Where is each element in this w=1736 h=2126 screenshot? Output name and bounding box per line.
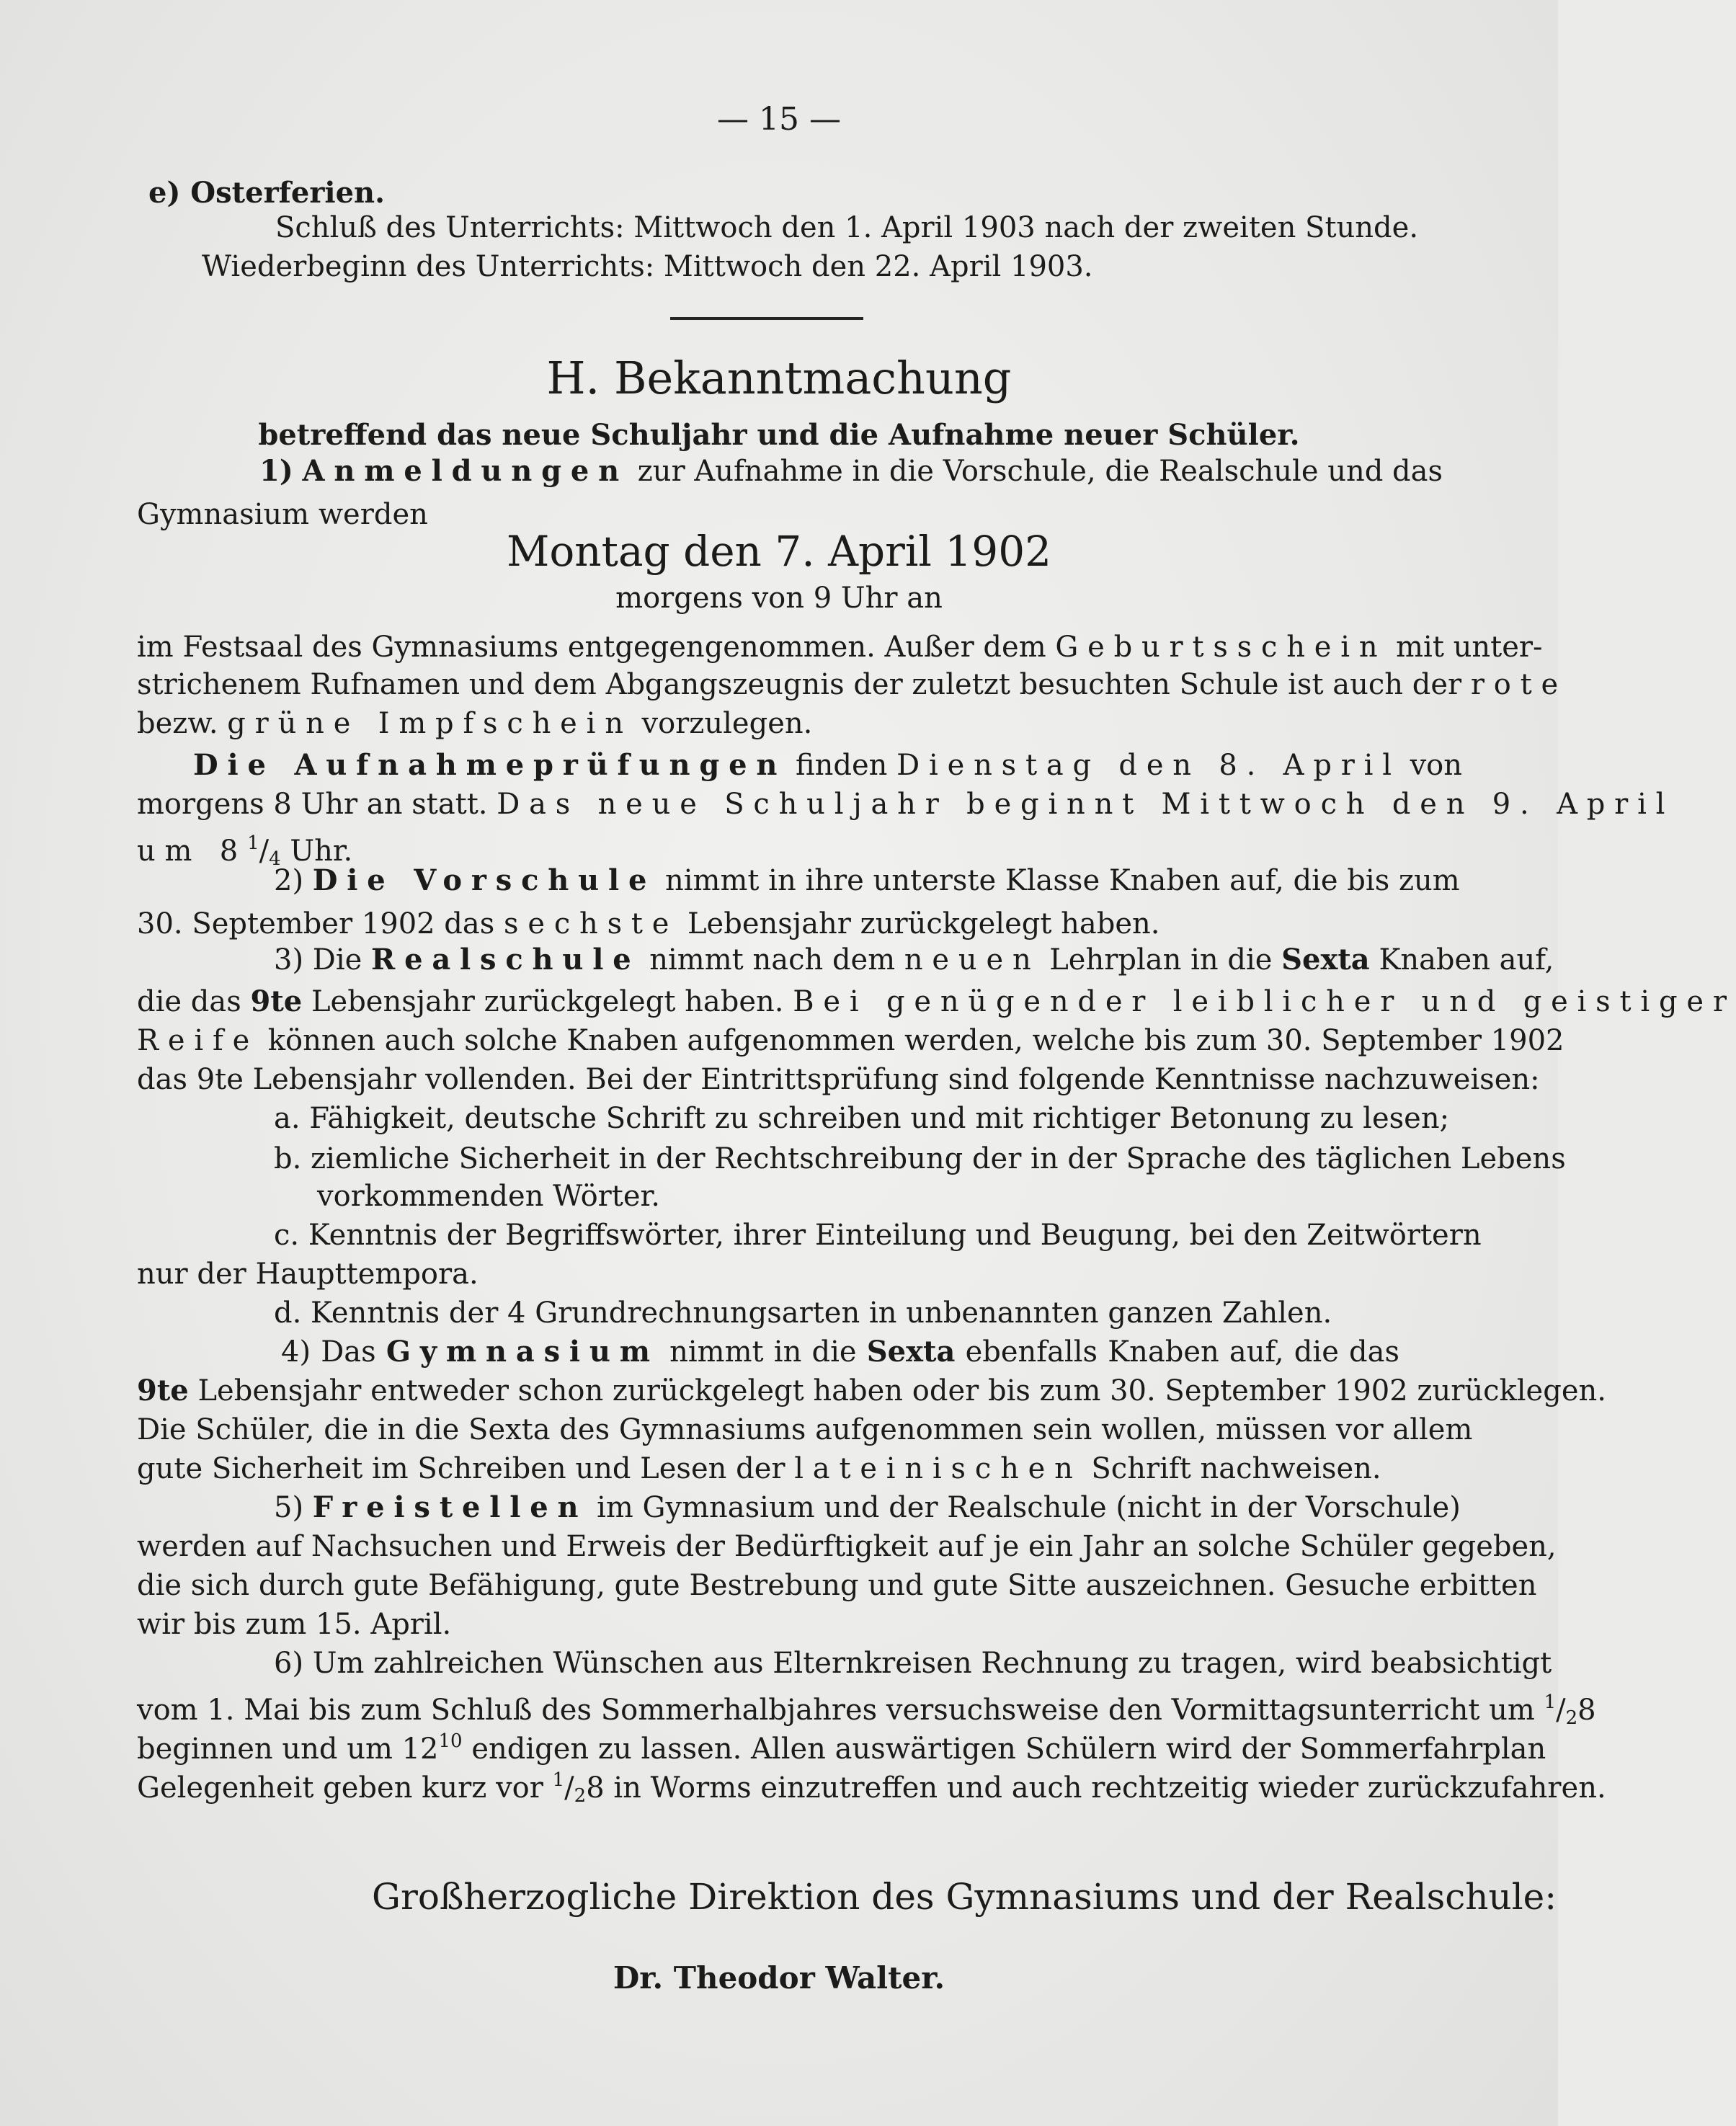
- p2-line-2a: 30. September 1902 das: [137, 907, 495, 940]
- p1-geburtsschein: Geburtsschein: [1055, 631, 1387, 664]
- p1-line-4: [137, 666, 1567, 703]
- p3-item-d: d. Kenntnis der 4 Grundrechnungsarten in unbenannten ganzen Zahlen.: [274, 1296, 1332, 1330]
- p1-line-3a: im Festsaal des Gymnasiums entgegengenommen. Außer dem: [137, 631, 1046, 664]
- osterferien-line-1: Schluß des Unterrichts: Mittwoch den 1. April 1903 nach der zweiten Stunde.: [275, 211, 1419, 244]
- p1-line-5a: bezw.: [137, 707, 218, 740]
- p3-item-a: a. Fähigkeit, deutsche Schrift zu schreiben und mit richtiger Betonung zu lesen;: [274, 1102, 1450, 1135]
- p6-line-2a: vom 1. Mai bis zum Schluß des Sommerhalbjahres versuchsweise den Vormittagsunterricht um: [137, 1694, 1535, 1727]
- signature-institution: Großherzogliche Direktion des Gymnasiums und der Realschule:: [372, 1876, 1557, 1918]
- p4-keyword: Gymnasium: [386, 1335, 659, 1369]
- p1-line-8a: um 8: [137, 835, 248, 868]
- p6-l3-minutes: 10: [438, 1730, 463, 1752]
- p2-keyword: Die Vorschule: [312, 863, 656, 897]
- p1-pruefungen-date: Dienstag den 8. April: [896, 749, 1401, 782]
- p6-l4-fraction-numerator: 1: [552, 1769, 565, 1791]
- p1-date: Montag den 7. April 1902: [506, 527, 1051, 576]
- p4-line-2: [137, 1372, 1606, 1410]
- p3-item-c-2: nur der Haupttempora.: [137, 1258, 478, 1291]
- p4-line-1c: ebenfalls Knaben auf, die das: [965, 1335, 1400, 1369]
- p1-pruefungen-c: von: [1410, 749, 1463, 782]
- p1-line-5: [137, 705, 812, 742]
- p1-line-3c: mit unter-: [1396, 631, 1543, 664]
- p4-line-1a: nimmt in die: [669, 1335, 857, 1369]
- p6-line-3a: beginnen und um 12: [137, 1733, 439, 1766]
- p4-line-4c: Schrift nachweisen.: [1091, 1452, 1381, 1485]
- p6-l2-fraction-numerator: 1: [1544, 1691, 1557, 1713]
- p5-line-1-text: im Gymnasium und der Realschule (nicht in der Vorschule): [597, 1491, 1461, 1524]
- p1-rote: rote: [1470, 668, 1567, 701]
- p3-item-b-2: vorkommenden Wörter.: [317, 1180, 660, 1213]
- p4-line-4: [137, 1450, 1381, 1487]
- p6-l4-fraction-denominator: 2: [574, 1785, 587, 1807]
- p1-number: 1): [259, 454, 293, 488]
- p1-pruefungen-keyword: Die Aufnahmeprüfungen: [193, 748, 787, 782]
- p1-time: morgens von 9 Uhr an: [615, 582, 943, 615]
- p1-line-7: [137, 786, 1675, 823]
- p3-number: 3) Die: [274, 943, 362, 977]
- signature-name: Dr. Theodor Walter.: [613, 1960, 945, 1996]
- p1-pruefungen-a: finden: [795, 749, 888, 782]
- p4-line-1: [281, 1333, 1399, 1371]
- p1-line-4-text: strichenem Rufnamen und dem Abgangszeugnis der zuletzt besuchten Schule ist auch der: [137, 668, 1462, 701]
- p5-line-1: [274, 1489, 1461, 1526]
- p3-line-3b: können auch solche Knaben aufgenommen werden, welche bis zum 30. September 1902: [267, 1024, 1564, 1057]
- p4-line-2b: Lebensjahr entweder schon zurückgelegt haben oder bis zum 30. September 1902 zurücklegen.: [197, 1374, 1606, 1407]
- section-title: H. Bekanntmachung: [546, 352, 1012, 404]
- p6-line-4a: Gelegenheit geben kurz vor: [137, 1771, 543, 1805]
- p1-impfschein: grüne Impfschein: [227, 707, 633, 740]
- p1-line-7a: morgens 8 Uhr an statt.: [137, 788, 488, 821]
- p2-line-2: [137, 905, 1160, 943]
- p5-line-3: die sich durch gute Befähigung, gute Bestrebung und gute Sitte auszeichnen. Gesuche erbitten: [137, 1569, 1537, 1602]
- p3-item-c-1: c. Kenntnis der Begriffswörter, ihrer Einteilung und Beugung, bei den Zeitwörtern: [274, 1219, 1482, 1252]
- p2-line-1-text: nimmt in ihre unterste Klasse Knaben auf, die bis zum: [664, 864, 1460, 897]
- p2-line-2c: Lebensjahr zurückgelegt haben.: [687, 907, 1160, 940]
- osterferien-heading: e) Osterferien.: [148, 176, 386, 210]
- p4-number: 4) Das: [281, 1335, 376, 1369]
- p1-keyword: Anmeldungen: [302, 454, 629, 488]
- p4-sexta: Sexta: [866, 1335, 956, 1369]
- p5-line-2: werden auf Nachsuchen und Erweis der Bedürftigkeit auf je ein Jahr an solche Schüler gegeben,: [137, 1530, 1557, 1563]
- p3-item-b-1: b. ziemliche Sicherheit in der Rechtschreibung der in der Sprache des täglichen Lebens: [274, 1142, 1566, 1175]
- p2-sechste: sechste: [504, 907, 679, 940]
- p6-line-3b: endigen zu lassen. Allen auswärtigen Schülern wird der Sommerfahrplan: [471, 1733, 1546, 1766]
- p3-line-4: das 9te Lebensjahr vollenden. Bei der Eintrittsprüfung sind folgende Kenntnisse nachzuweisen:: [137, 1063, 1540, 1096]
- p6-line-4: Gelegenheit geben kurz vor $^1/_28$ in Worms einzutreffen und auch rechtzeitig wieder zurückzufahren.: [137, 1769, 1606, 1807]
- p1-fraction-numerator: 1: [247, 832, 259, 854]
- p2-number: 2): [274, 864, 304, 897]
- p1-line-8: um $8^1/_4$ Uhr.: [137, 832, 353, 870]
- p1-line-8b: Uhr.: [290, 835, 353, 868]
- p3-line-2d: Bei genügender leiblicher und geistiger: [793, 985, 1736, 1018]
- p3-keyword: Realschule: [371, 943, 641, 977]
- p1-fraction-denominator: 4: [269, 848, 281, 870]
- p3-line-1e: Knaben auf,: [1379, 943, 1554, 977]
- page-number: — 15 —: [717, 101, 841, 138]
- p1-line-3: [137, 628, 1543, 666]
- p5-keyword: Freistellen: [312, 1490, 588, 1524]
- p6-line-4b: 8 in Worms einzutreffen und auch rechtzeitig wieder zurückzufahren.: [586, 1771, 1606, 1805]
- p3-line-1a: nimmt nach dem: [649, 943, 896, 977]
- p3-reife: Reife: [137, 1024, 259, 1057]
- section-divider: [670, 317, 863, 320]
- p3-line-1c: Lehrplan in die: [1049, 943, 1273, 977]
- p1-pruefungen: [193, 747, 1463, 784]
- p3-sexta: Sexta: [1281, 943, 1370, 977]
- p6-line-2: vom 1. Mai bis zum Schluß des Sommerhalbjahres versuchsweise den Vormittagsunterricht um $^1/_28$: [137, 1691, 1596, 1729]
- p5-number: 5): [274, 1491, 304, 1524]
- p6-line-1: 6) Um zahlreichen Wünschen aus Elternkreisen Rechnung zu tragen, wird beabsichtigt: [274, 1647, 1552, 1680]
- p1-line-1: [259, 453, 1443, 490]
- p1-schuljahr-beginn: Das neue Schuljahr beginnt Mittwoch den 9. April: [497, 788, 1675, 821]
- p3-line-2c: Lebensjahr zurückgelegt haben.: [311, 985, 784, 1018]
- p3-line-2a: die das: [137, 985, 241, 1018]
- p3-line-3: [137, 1022, 1564, 1059]
- p4-line-4a: gute Sicherheit im Schreiben und Lesen der: [137, 1452, 785, 1485]
- p4-9te: 9te: [137, 1374, 189, 1407]
- p1-line-2: Gymnasium werden: [137, 498, 428, 531]
- p2-line-1: [274, 862, 1460, 899]
- p4-lateinischen: lateinischen: [794, 1452, 1082, 1485]
- p5-line-4: wir bis zum 15. April.: [137, 1608, 452, 1641]
- p6-l2-fraction-denominator: 2: [1565, 1707, 1578, 1729]
- p4-line-3: Die Schüler, die in die Sexta des Gymnasiums aufgenommen sein wollen, müssen vor allem: [137, 1413, 1473, 1446]
- p3-neuen: neuen: [904, 943, 1041, 977]
- p6-l2-hour: 8: [1577, 1694, 1596, 1727]
- section-subtitle: betreffend das neue Schuljahr und die Aufnahme neuer Schüler.: [258, 418, 1300, 452]
- p3-9te: 9te: [250, 984, 303, 1018]
- p1-line-1-text: zur Aufnahme in die Vorschule, die Realschule und das: [637, 455, 1443, 488]
- osterferien-line-2: Wiederbeginn des Unterrichts: Mittwoch den 22. April 1903.: [202, 250, 1093, 283]
- p3-line-2: [137, 983, 1736, 1020]
- p1-line-5c: vorzulegen.: [641, 707, 813, 740]
- p3-line-1: [274, 941, 1554, 979]
